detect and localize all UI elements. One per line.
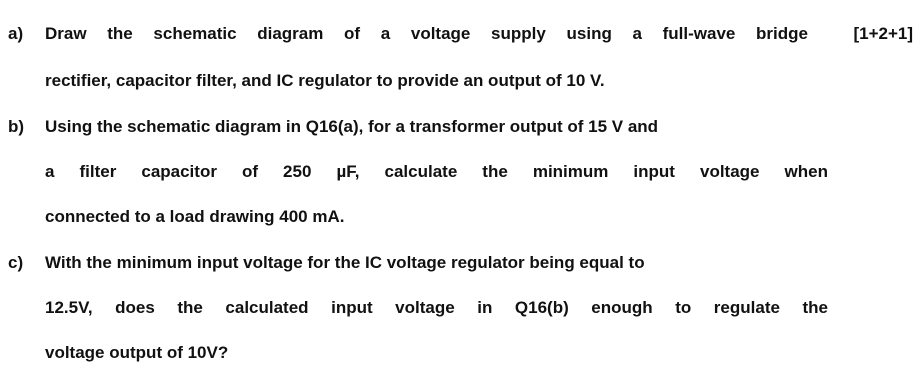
question-a-label: a) bbox=[8, 24, 24, 43]
question-b-line-2: a filter capacitor of 250 µF, calculate the minimum input voltage when bbox=[45, 162, 828, 181]
question-a-line-1: Draw the schematic diagram of a voltage supply using a full-wave bridge bbox=[45, 24, 808, 43]
question-a-marks: [1+2+1] bbox=[853, 24, 913, 43]
question-c-line-2: 12.5V, does the calculated input voltage in Q16(b) enough to regulate the bbox=[45, 298, 828, 317]
question-c-line-1: With the minimum input voltage for the IC voltage regulator being equal to bbox=[45, 253, 645, 272]
question-b-line-1: Using the schematic diagram in Q16(a), for a transformer output of 15 V and bbox=[45, 117, 659, 136]
question-c-label: c) bbox=[8, 253, 24, 272]
question-b-label: b) bbox=[8, 117, 25, 136]
question-b-line-3: connected to a load drawing 400 mA. bbox=[45, 207, 345, 226]
question-c-line-3: voltage output of 10V? bbox=[45, 343, 229, 362]
question-a-line-2: rectifier, capacitor filter, and IC regulator to provide an output of 10 V. bbox=[45, 71, 605, 90]
